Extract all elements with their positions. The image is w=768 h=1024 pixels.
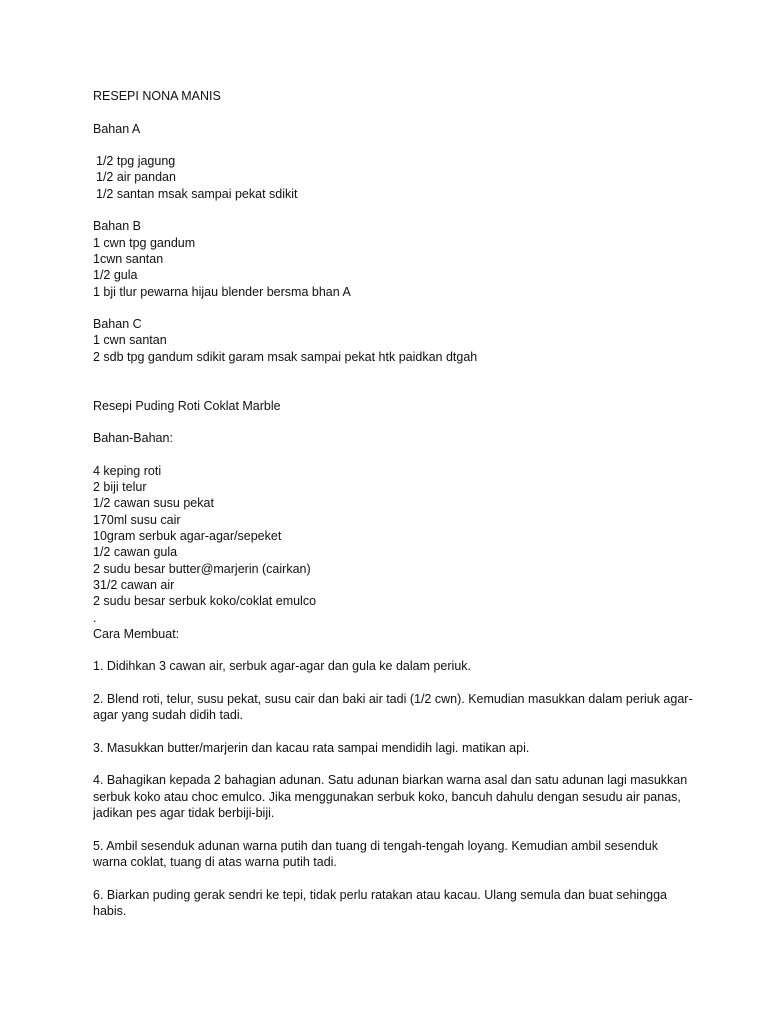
ingredient-item: 170ml susu cair — [93, 512, 181, 527]
bahan-b-item: 1 cwn tpg gandum — [93, 235, 196, 250]
method-step: 2. Blend roti, telur, susu pekat, susu cair dan baki air tadi (1/2 cwn). Kemudian masukkan dalam periuk agar-agar yang sudah didih tadi. — [93, 691, 693, 723]
ingredients-heading: Bahan-Bahan: — [93, 431, 173, 446]
method-step: 6. Biarkan puding gerak sendri ke tepi, tidak perlu ratakan atau kacau. Ulang semula dan buat sehingga habis. — [93, 887, 667, 918]
ingredient-item: 2 sudu besar serbuk koko/coklat emulco — [93, 594, 317, 609]
ingredient-item: 31/2 cawan air — [93, 577, 175, 592]
recipe2-title: Resepi Puding Roti Coklat Marble — [93, 398, 281, 413]
method-heading: Cara Membuat: — [93, 626, 180, 641]
recipe1-title: RESEPI NONA MANIS — [93, 89, 221, 103]
ingredient-item: 1/2 cawan susu pekat — [93, 496, 214, 511]
bahan-b-item: 1/2 gula — [93, 268, 138, 283]
ingredient-item: 2 biji telur — [93, 480, 147, 495]
ingredient-item: 4 keping roti — [93, 463, 162, 478]
bahan-b-item: 1 bji tlur pewarna hijau blender bersma bhan A — [93, 284, 351, 299]
ingredient-item: 2 sudu besar butter@marjerin (cairkan) — [93, 561, 311, 576]
bahan-c-item: 1 cwn santan — [93, 333, 167, 348]
ingredient-item: 10gram serbuk agar-agar/sepeket — [93, 529, 282, 544]
bahan-c-item: 2 sdb tpg gandum sdikit garam msak sampai pekat htk paidkan dtgah — [93, 349, 478, 364]
method-step: 1. Didihkan 3 cawan air, serbuk agar-agar dan gula ke dalam periuk. — [93, 659, 471, 674]
document-page — [93, 88, 693, 919]
bahan-a-item: 1/2 santan msak sampai pekat sdikit — [96, 186, 298, 201]
method-step: 4. Bahagikan kepada 2 bahagian adunan. Satu adunan biarkan warna asal dan satu adunan lagi masukkan serbuk koko atau choc emulco. Jika menggunakan serbuk koko, bancuh dahulu dengan sesudu air panas, jadikan pes agar tidak berbiji-biji. — [93, 773, 688, 821]
bahan-c-heading: Bahan C — [93, 317, 142, 332]
bahan-b-item: 1cwn santan — [93, 251, 164, 266]
bahan-a-heading: Bahan A — [93, 121, 141, 136]
bahan-a-item: 1/2 tpg jagung — [96, 154, 176, 169]
method-step: 3. Masukkan butter/marjerin dan kacau rata sampai mendidih lagi. matikan api. — [93, 740, 530, 755]
method-step: 5. Ambil sesenduk adunan warna putih dan tuang di tengah-tengah loyang. Kemudian ambil sesenduk warna coklat, tuang di atas warna putih tadi. — [93, 838, 658, 869]
ingredient-item: 1/2 cawan gula — [93, 545, 178, 560]
ingredient-item: . — [93, 610, 97, 625]
bahan-b-heading: Bahan B — [93, 219, 141, 234]
bahan-a-item: 1/2 air pandan — [96, 170, 176, 185]
